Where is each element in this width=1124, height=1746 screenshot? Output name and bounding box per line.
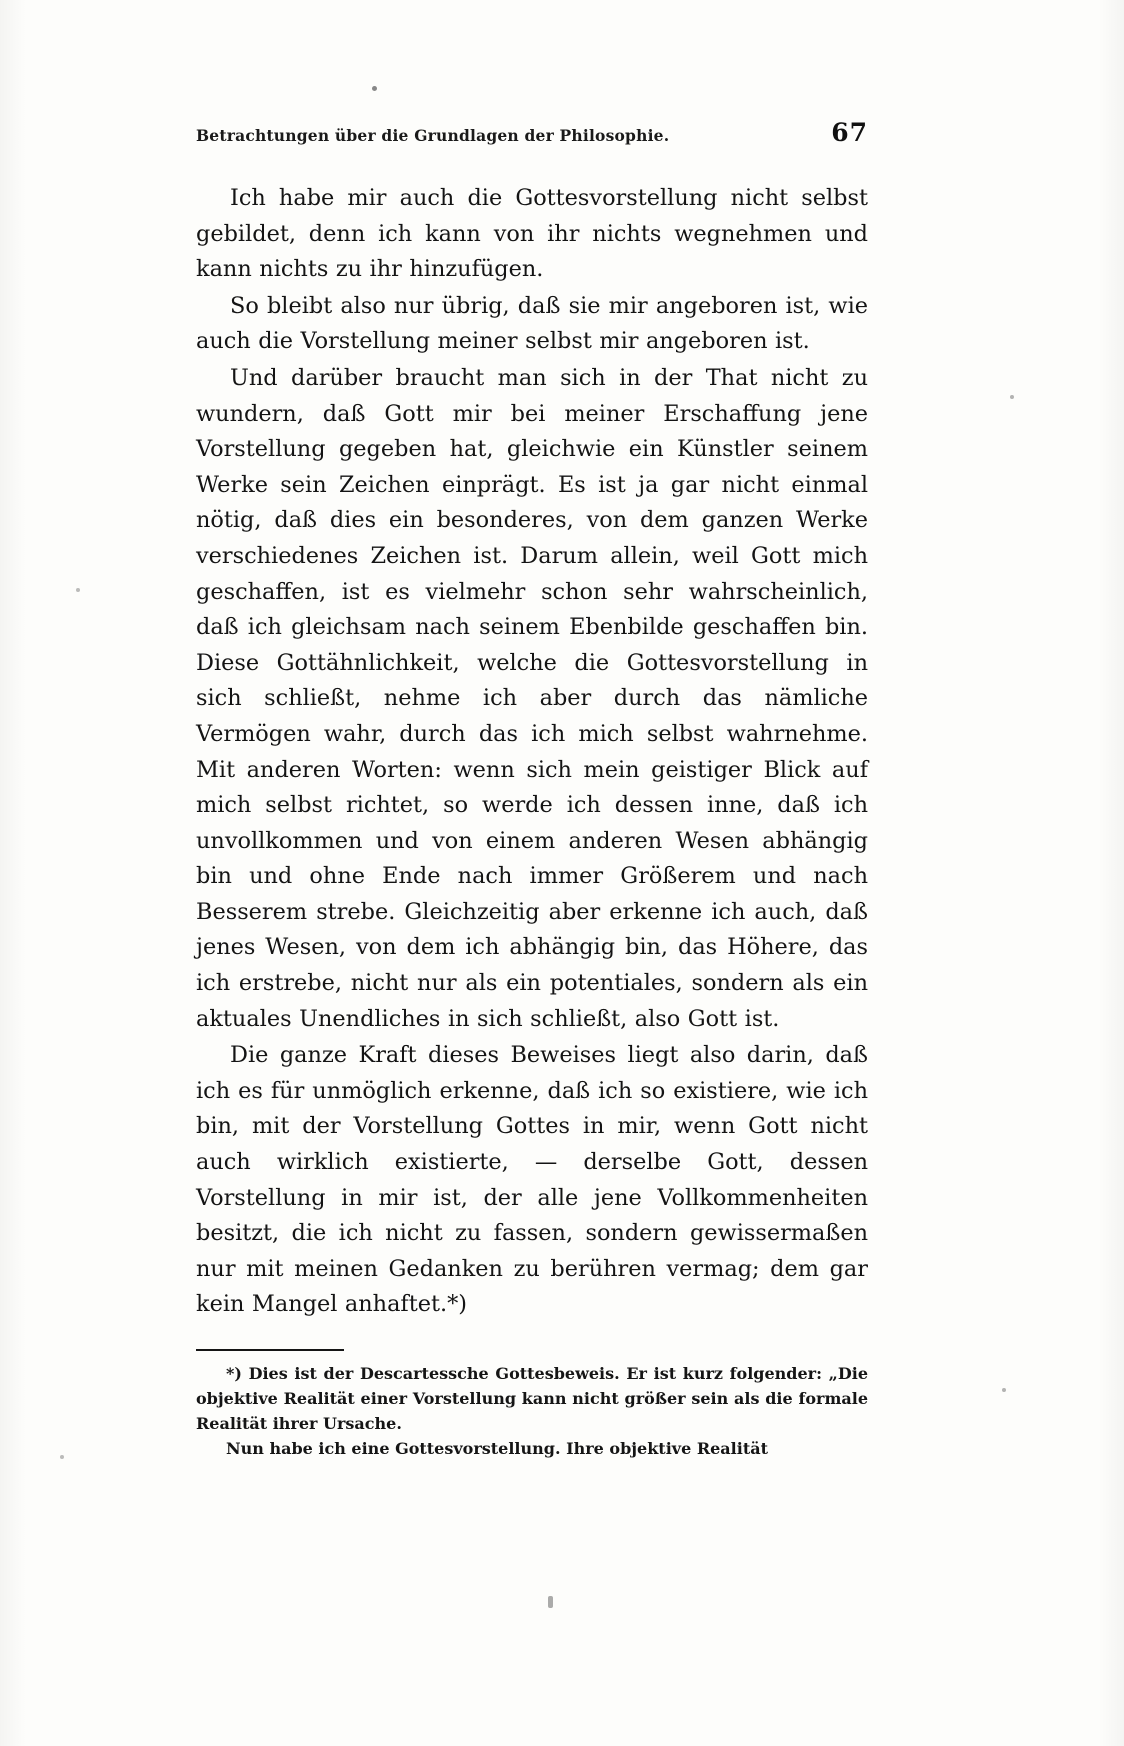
body-text xyxy=(196,181,868,1323)
paragraph: Ich habe mir auch die Gottesvorstellung nicht selbst gebildet, denn ich kann von ihr nichts wegnehmen und kann nichts zu ihr hinzufügen. xyxy=(196,185,868,283)
running-head: Betrachtungen über die Grundlagen der Philosophie. xyxy=(196,126,670,145)
page-header xyxy=(196,118,868,147)
page-number: 67 xyxy=(831,118,868,147)
scan-speck-right-lower xyxy=(1002,1388,1006,1392)
scan-edge-left xyxy=(0,0,26,1746)
page-content xyxy=(196,118,868,1461)
footnote-line: *) Dies ist der Descartessche Gottesbeweis. Er ist kurz folgender: „Die objektive Realität einer Vorstellung kann nicht größer sein als die formale Realität ihrer Ursache. xyxy=(196,1364,868,1433)
paragraph: Und darüber braucht man sich in der That nicht zu wundern, daß Gott mir bei meiner Erschaffung jene Vorstellung gegeben hat, gleichwie ein Künstler seinem Werke sein Zeichen einprägt. Es ist ja gar nicht einmal nötig, daß dies ein besonderes, von dem ganzen Werke verschiedenes Zeichen ist. Darum allein, weil Gott mich geschaffen, ist es vielmehr schon sehr wahrscheinlich, daß ich gleichsam nach seinem Ebenbilde geschaffen bin. Diese Gottähnlichkeit, welche die Gottesvorstellung in sich schließt, nehme ich aber durch das nämliche Vermögen wahr, durch das ich mich selbst wahrnehme. Mit anderen Worten: wenn sich mein geistiger Blick auf mich selbst richtet, so werde ich dessen inne, daß ich unvollkommen und von einem anderen Wesen abhängig bin und ohne Ende nach immer Größerem und nach Besserem strebe. Gleichzeitig aber erkenne ich auch, daß jenes Wesen, von dem ich abhängig bin, das Höhere, das ich erstrebe, nicht nur als ein potentiales, sondern als ein aktuales Unendliches in sich schließt, also Gott ist. xyxy=(196,364,868,1032)
scan-speck-top xyxy=(372,86,377,91)
scan-speck-left-lower xyxy=(60,1455,64,1459)
scan-speck-right-upper xyxy=(1010,395,1014,399)
scan-edge-right xyxy=(1098,0,1124,1746)
footnote-separator xyxy=(196,1349,344,1351)
scan-speck-bottom xyxy=(548,1596,553,1608)
paragraph: So bleibt also nur übrig, daß sie mir angeboren ist, wie auch die Vorstellung meiner selbst mir angeboren ist. xyxy=(196,292,868,355)
scan-speck-left-upper xyxy=(76,588,80,592)
footnote-block xyxy=(196,1361,868,1461)
footnote-line: Nun habe ich eine Gottesvorstellung. Ihre objektive Realität xyxy=(226,1439,768,1458)
paragraph: Die ganze Kraft dieses Beweises liegt also darin, daß ich es für unmöglich erkenne, daß ich so existiere, wie ich bin, mit der Vorstellung Gottes in mir, wenn Gott nicht auch wirklich existierte, — derselbe Gott, dessen Vorstellung in mir ist, der alle jene Vollkommenheiten besitzt, die ich nicht zu fassen, sondern gewissermaßen nur mit meinen Gedanken zu berühren vermag; dem gar kein Mangel anhaftet.*) xyxy=(196,1042,868,1318)
